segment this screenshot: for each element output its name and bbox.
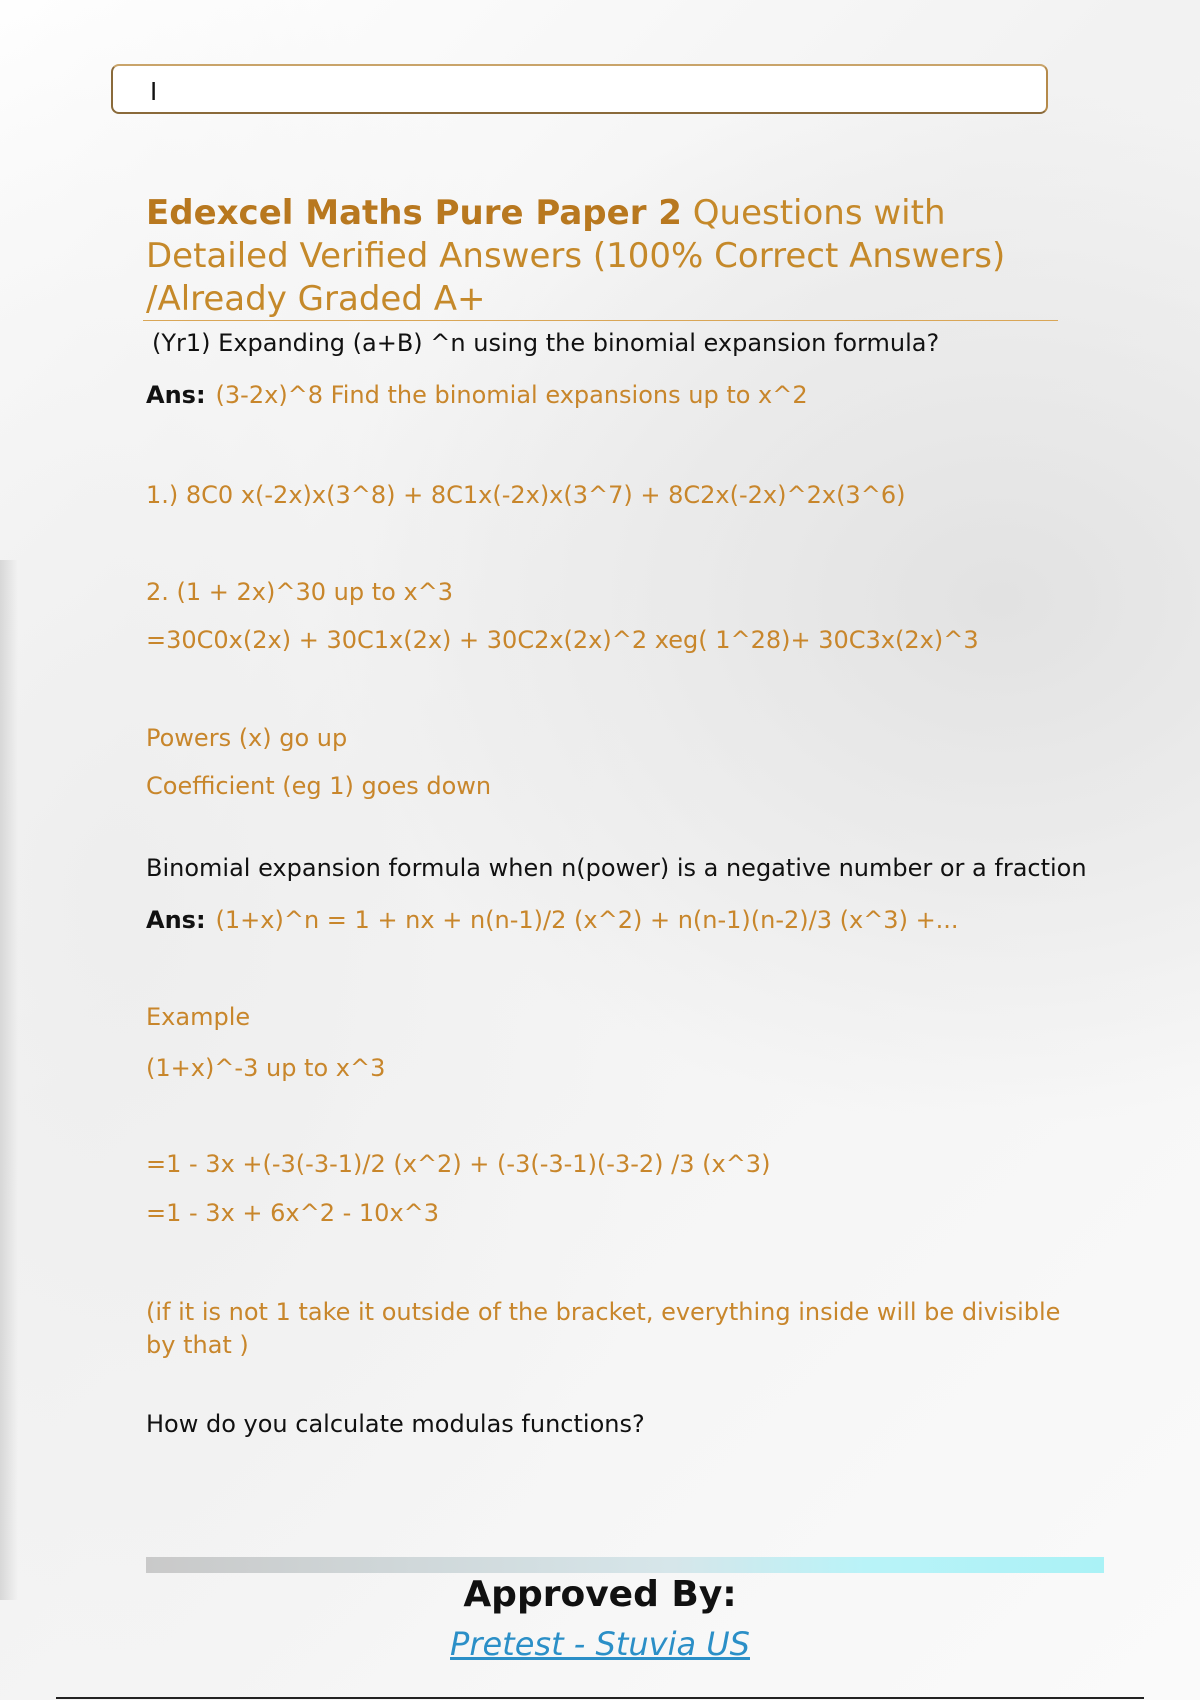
question-2: Binomial expansion formula when n(power) is a negative number or a fraction — [146, 854, 1087, 882]
header-box-text: I — [150, 76, 158, 106]
answer-2-line-3: =1 - 3x +(-3(-3-1)/2 (x^2) + (-3(-3-1)(-3-2) /3 (x^3) — [146, 1150, 771, 1178]
question-3: How do you calculate modulas functions? — [146, 1410, 645, 1438]
answer-2-line-5: (if it is not 1 take it outside of the bracket, everything inside will be divisible by that ) — [146, 1298, 1061, 1359]
answer-2 — [146, 905, 959, 935]
answer-1-line-1: 1.) 8C0 x(-2x)x(3^8) + 8C1x(-2x)x(3^7) + 8C2x(-2x)^2x(3^6) — [146, 481, 906, 509]
answer-label: Ans: — [146, 381, 206, 409]
footer-bar — [146, 1557, 1104, 1573]
answer-1-text: (3-2x)^8 Find the binomial expansions up to x^2 — [215, 381, 808, 409]
answer-1-line-4: Powers (x) go up — [146, 724, 348, 752]
answer-1-line-2: 2. (1 + 2x)^30 up to x^3 — [146, 578, 454, 606]
answer-1 — [146, 380, 808, 410]
title-bold-part: Edexcel Maths Pure Paper 2 — [146, 193, 682, 233]
source-link[interactable]: Pretest - Stuvia US — [450, 1625, 750, 1663]
bottom-divider — [56, 1697, 1144, 1699]
answer-1-line-3: =30C0x(2x) + 30C1x(2x) + 30C2x(2x)^2 xeg( 1^28)+ 30C3x(2x)^3 — [146, 626, 979, 654]
document-title — [146, 192, 1046, 321]
answer-2-line-2: (1+x)^-3 up to x^3 — [146, 1054, 386, 1082]
title-divider — [143, 320, 1058, 321]
header-box — [111, 64, 1048, 114]
approved-by-label: Approved By: — [463, 1574, 737, 1615]
answer-label: Ans: — [146, 906, 206, 934]
title-rest: Questions with Detailed Verified Answers (100% Correct Answers) /Already Graded A+ — [146, 193, 1006, 319]
answer-2-text: (1+x)^n = 1 + nx + n(n-1)/2 (x^2) + n(n-1)(n-2)/3 (x^3) +... — [215, 906, 959, 934]
answer-2-line-1: Example — [146, 1003, 251, 1031]
question-1: (Yr1) Expanding (a+B) ^n using the binomial expansion formula? — [152, 329, 940, 357]
answer-1-line-5: Coefficient (eg 1) goes down — [146, 772, 492, 800]
answer-2-line-4: =1 - 3x + 6x^2 - 10x^3 — [146, 1199, 440, 1227]
page-edge-shadow — [0, 560, 18, 1600]
